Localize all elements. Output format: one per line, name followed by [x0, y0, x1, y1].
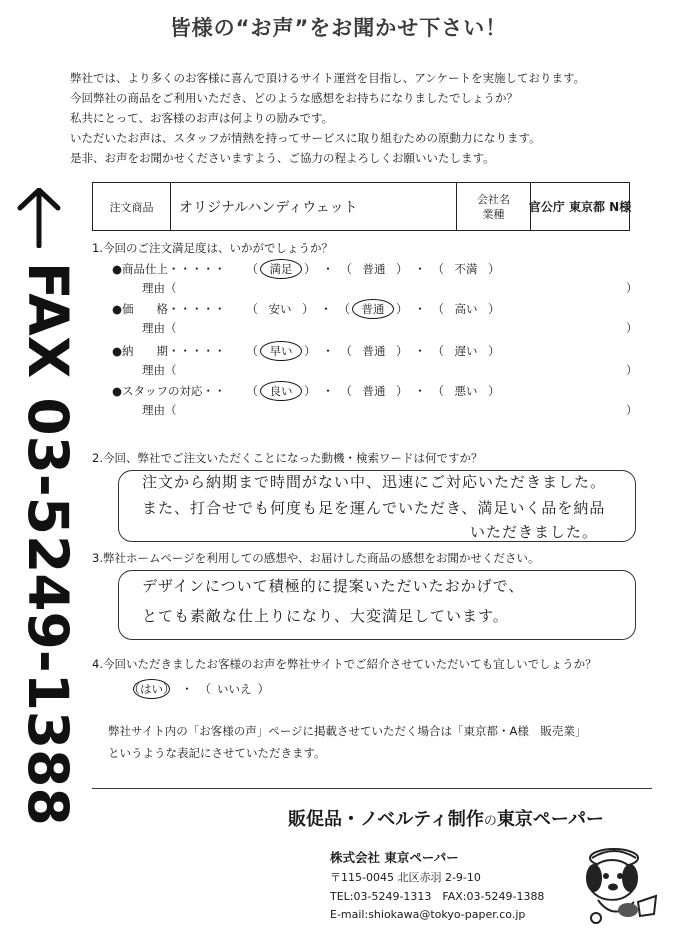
company-name: 株式会社 東京ペーパー	[330, 850, 459, 865]
company-industry-label	[457, 183, 531, 230]
intro-line: 是非、お声をお聞かせくださいますよう、ご協力の程よろしくお願いいたします。	[70, 151, 495, 165]
company-heading	[288, 805, 604, 831]
question-3: 3.弊社ホームページを利用しての感想や、お届けした商品の感想をお聞かせください。	[92, 551, 540, 565]
company-phone: TEL:03-5249-1313 FAX:03-5249-1388	[330, 890, 545, 903]
answer-2-line-1: 注文から納期まで時間がない中、迅速にご対応いただきました。	[142, 473, 607, 491]
q1-reason-close[interactable]: ）	[626, 363, 638, 377]
mascot-dog-icon	[568, 840, 660, 926]
intro-line: いただいたお声は、スタッフが情熱を持ってサービスに取り組むための原動力になります。	[70, 131, 541, 145]
q1-option[interactable]: 普通	[362, 344, 386, 358]
intro-paragraph	[70, 68, 585, 168]
page-title: 皆様の“お声”をお聞かせ下さい！	[169, 16, 508, 40]
q1-item-label: ●価 格・・・・・	[112, 302, 226, 316]
company-address: 〒115-0045 北区赤羽 2-9-10	[330, 871, 481, 884]
q1-reason-label: 理由（	[142, 363, 177, 377]
q1-option[interactable]: 悪い	[454, 384, 478, 398]
intro-line: 弊社では、より多くのお客様に喜んで頂けるサイト運営を目指し、アンケートを実施しております。	[70, 71, 586, 85]
q1-item-row: ●スタッフの対応・・ （ 良い ） ・ （ 普通 ） ・ （ 悪い ）	[112, 382, 500, 399]
q1-item-label: ●納 期・・・・・	[112, 344, 226, 358]
question-2: 2.今回、弊社でご注文いただくことになった動機・検索ワードは何ですか？	[92, 451, 483, 465]
q1-item-row: ●商品仕上・・・・・ （ 満足 ） ・ （ 普通 ） ・ （ 不満 ）	[112, 260, 500, 277]
intro-line: 今回弊社の商品をご利用いただき、どのような感想をお持ちになりましたでしょうか？	[70, 91, 519, 105]
product-label: 注文商品	[93, 183, 171, 230]
q1-reason-label: 理由（	[142, 281, 177, 295]
q1-option[interactable]: 不満	[454, 262, 478, 276]
q1-item-label: ●商品仕上・・・・・	[112, 262, 226, 276]
q1-option[interactable]: 遅い	[454, 344, 478, 358]
q1-reason-close[interactable]: ）	[626, 281, 638, 295]
q1-option[interactable]: 安い	[268, 302, 292, 316]
product-value: オリジナルハンディウェット	[171, 183, 457, 230]
note-line: というような表記にさせていただきます。	[108, 746, 326, 760]
answer-3-line-1: デザインについて積極的に提案いただいたおかげで、	[142, 577, 525, 595]
company-heading-b: 東京ペーパー	[496, 809, 604, 830]
q4-options: （はい） ・ （ いいえ ）	[128, 680, 270, 697]
q1-option[interactable]: 満足	[260, 259, 302, 279]
order-info-table	[92, 182, 630, 231]
question-4: 4.今回いただきましたお客様のお声を弊社サイトでご紹介させていただいても宜しいでしょうか？	[92, 657, 597, 671]
q1-option[interactable]: 普通	[352, 299, 394, 319]
footer-divider	[92, 788, 652, 789]
publication-note	[108, 720, 586, 764]
answer-3-line-2: とても素敵な仕上りになり、大変満足しています。	[142, 607, 509, 625]
q1-option[interactable]: 良い	[260, 381, 302, 401]
customer-value: 官公庁 東京都 N様	[528, 200, 632, 214]
q4-yes[interactable]: はい	[133, 679, 170, 699]
intro-line: 私共にとって、お客様のお声は何よりの励みです。	[70, 111, 334, 125]
note-line: 弊社サイト内の「お客様の声」ページに掲載させていただく場合は「東京都・A様 販売業」	[108, 724, 587, 738]
company-email: E-mail:shiokawa@tokyo-paper.co.jp	[330, 908, 526, 921]
q1-item-label: ●スタッフの対応・・	[112, 384, 226, 398]
q1-option[interactable]: 普通	[362, 262, 386, 276]
company-label: 会社名	[477, 192, 510, 206]
company-heading-no: の	[483, 814, 497, 829]
q1-item-row: ●価 格・・・・・ （ 安い ） ・ （ 普通 ） ・ （ 高い ）	[112, 300, 500, 317]
q1-item-row: ●納 期・・・・・ （ 早い ） ・ （ 普通 ） ・ （ 遅い ）	[112, 342, 500, 359]
q1-option[interactable]: 普通	[362, 384, 386, 398]
q1-reason-label: 理由（	[142, 321, 177, 335]
q1-reason-close[interactable]: ）	[626, 321, 638, 335]
q1-option[interactable]: 高い	[454, 302, 478, 316]
question-1: 1.今回のご注文満足度は、いかがでしょうか？	[92, 241, 333, 255]
q4-no[interactable]: いいえ	[217, 682, 252, 696]
company-heading-a: 販促品・ノベルティ制作	[288, 809, 484, 830]
answer-2-line-2: また、打合せでも何度も足を運んでいただき、満足いく品を納品	[142, 499, 606, 517]
answer-2-line-3: いただきました。	[470, 523, 599, 541]
arrow-up-icon	[12, 188, 66, 248]
q1-reason-close[interactable]: ）	[626, 403, 638, 417]
industry-label: 業種	[482, 207, 505, 221]
q1-option[interactable]: 早い	[260, 341, 302, 361]
q1-reason-label: 理由（	[142, 403, 177, 417]
fax-number: FAX 03-5249-1388	[16, 262, 80, 826]
